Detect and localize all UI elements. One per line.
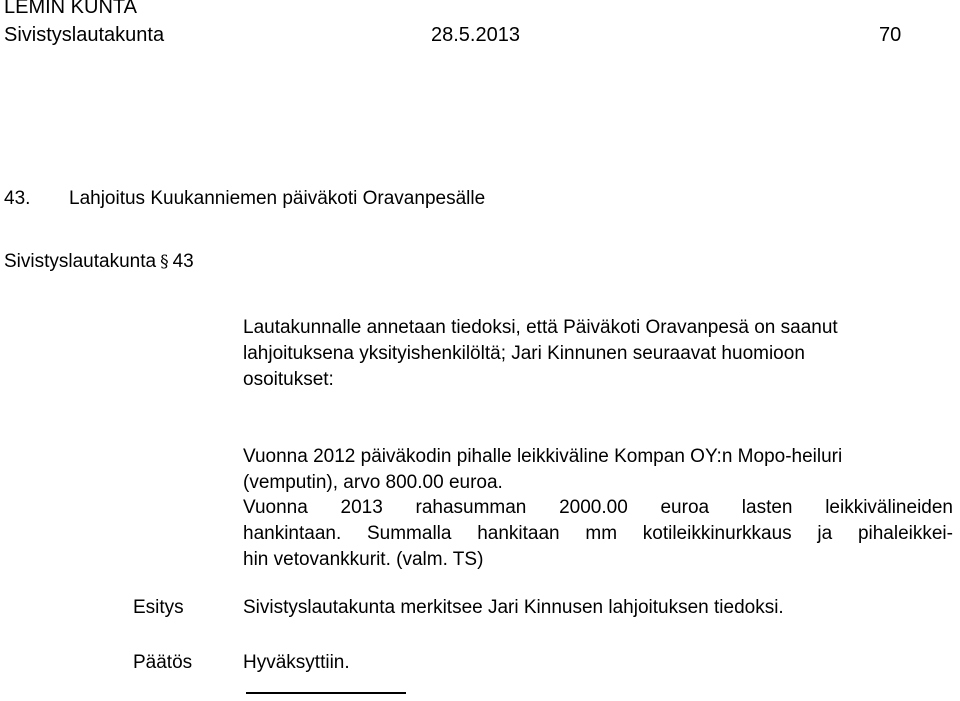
section-title: Lahjoitus Kuukanniemen päiväkoti Oravanpesälle bbox=[69, 188, 486, 209]
paragraph-2013-donation bbox=[243, 495, 953, 573]
decision-text: Hyväksyttiin. bbox=[243, 652, 350, 673]
paragraph-line: (vemputin), arvo 800.00 euroa. bbox=[243, 472, 503, 493]
reference-number: 43 bbox=[172, 251, 194, 272]
paragraph-line: hankintaan. Summalla hankitaan mm kotileikkinurkkaus ja pihaleikkei- bbox=[243, 523, 953, 544]
decision-label: Päätös bbox=[133, 652, 193, 673]
reference-body: Sivistyslautakunta bbox=[4, 251, 157, 272]
paragraph-line: Lautakunnalle annetaan tiedoksi, että Päiväkoti Oravanpesä on saanut bbox=[243, 317, 838, 338]
paragraph-line: Vuonna 2012 päiväkodin pihalle leikkiväline Kompan OY:n Mopo-heiluri bbox=[243, 446, 843, 467]
organization-name: LEMIN KUNTA bbox=[4, 0, 137, 18]
section-number: 43. bbox=[4, 188, 31, 209]
proposal-label: Esitys bbox=[133, 597, 184, 618]
section-reference bbox=[4, 252, 194, 271]
paragraph-line: hin vetovankkurit. (valm. TS) bbox=[243, 549, 484, 570]
meeting-date: 28.5.2013 bbox=[431, 24, 520, 46]
proposal-text: Sivistyslautakunta merkitsee Jari Kinnusen lahjoituksen tiedoksi. bbox=[243, 597, 784, 618]
page-number: 70 bbox=[879, 24, 902, 46]
paragraph-symbol: § bbox=[160, 252, 169, 272]
paragraph-2012-donation bbox=[243, 444, 953, 496]
paragraph-line: Vuonna 2013 rahasumman 2000.00 euroa lasten leikkivälineiden bbox=[243, 497, 953, 518]
paragraph-notification bbox=[243, 315, 953, 393]
committee-name: Sivistyslautakunta bbox=[4, 24, 165, 46]
signature-rule bbox=[246, 692, 406, 694]
paragraph-line: osoitukset: bbox=[243, 369, 334, 390]
paragraph-line: lahjoituksena yksityishenkilöltä; Jari Kinnunen seuraavat huomioon bbox=[243, 343, 805, 364]
